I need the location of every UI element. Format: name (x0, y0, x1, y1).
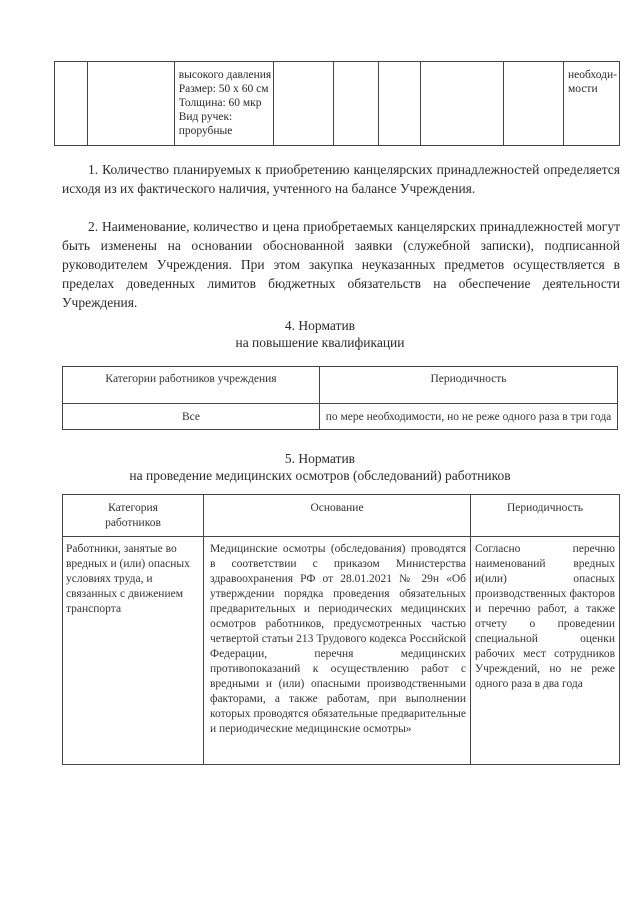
cell-category: Работники, занятые во вредных и (или) опасных условиях труда, и связанных с движением транспорта (63, 537, 204, 765)
header-period: Периодичность (320, 367, 618, 404)
note-line: необходи- (568, 69, 617, 81)
note-cell (564, 62, 620, 146)
header-category: Категория работников (63, 495, 204, 537)
paragraph-1: 1. Количество планируемых к приобретению канцелярских принадлежностей определяется исходя из их фактического наличия, учтенного на балансе Учреждения. (62, 162, 620, 196)
cell-category: Все (63, 404, 320, 430)
medical-exam-norm-table (62, 494, 620, 765)
item-line: Вид ручек: (178, 111, 233, 123)
table-cell (88, 62, 174, 146)
item-description-cell (174, 62, 274, 146)
table-cell (274, 62, 334, 146)
table-cell (55, 62, 88, 146)
table-cell (504, 62, 564, 146)
table-cell (334, 62, 379, 146)
section-5-title: 5. Норматив (284, 451, 356, 466)
cell-period: Согласно перечню наименований вредных и(или) опасных производственных факторов и перечню работ, а также отчету о проведении специальной оценки рабочих мест сотрудников Учреждений, но не реже одного раза в два года (471, 537, 620, 765)
supplies-table-fragment (54, 61, 620, 146)
table-cell (378, 62, 421, 146)
paragraph-2: 2. Наименование, количество и цена приобретаемых канцелярских принадлежностей могут быть изменены на основании обоснованной заявки (служебной записки), подписанной руководителем Учреждения. При этом закупка неуказанных предметов осуществляется в пределах доведенных лимитов бюджетных обязательств на обеспечение деятельности Учреждения. (62, 219, 620, 310)
section-5-subtitle: на проведение медицинских осмотров (обследований) работников (129, 468, 511, 483)
item-line: прорубные (178, 125, 233, 137)
header-basis: Основание (204, 495, 471, 537)
table-cell (421, 62, 504, 146)
cell-period: по мере необходимости, но не реже одного раза в три года (320, 404, 618, 430)
section-4-title: 4. Норматив (284, 318, 356, 333)
item-line: Размер: 50 x 60 см (178, 83, 269, 95)
header-period: Периодичность (471, 495, 620, 537)
item-line: Толщина: 60 мкр (178, 97, 262, 109)
header-category: Категории работников учреждения (63, 367, 320, 404)
note-line: мости (568, 83, 598, 95)
item-line: высокого давления (178, 69, 272, 81)
qualification-norm-table (62, 366, 618, 430)
cell-basis: Медицинские осмотры (обследования) проводятся в соответствии с приказом Министерства здравоохранения РФ от 28.01.2021 № 29н «Об утверждении порядка проведения обязательных предварительных и периодических медицинских осмотров работников, предусмотренных частью четвертой статьи 213 Трудового кодекса Российской Федерации, перечня медицинских противопоказаний к осуществлению работ с вредными и (или) опасными производственными факторами, а также работам, при выполнении которых проводятся обязательные предварительные и периодические медицинские осмотры» (204, 537, 471, 765)
section-4-subtitle: на повышение квалификации (235, 335, 405, 350)
